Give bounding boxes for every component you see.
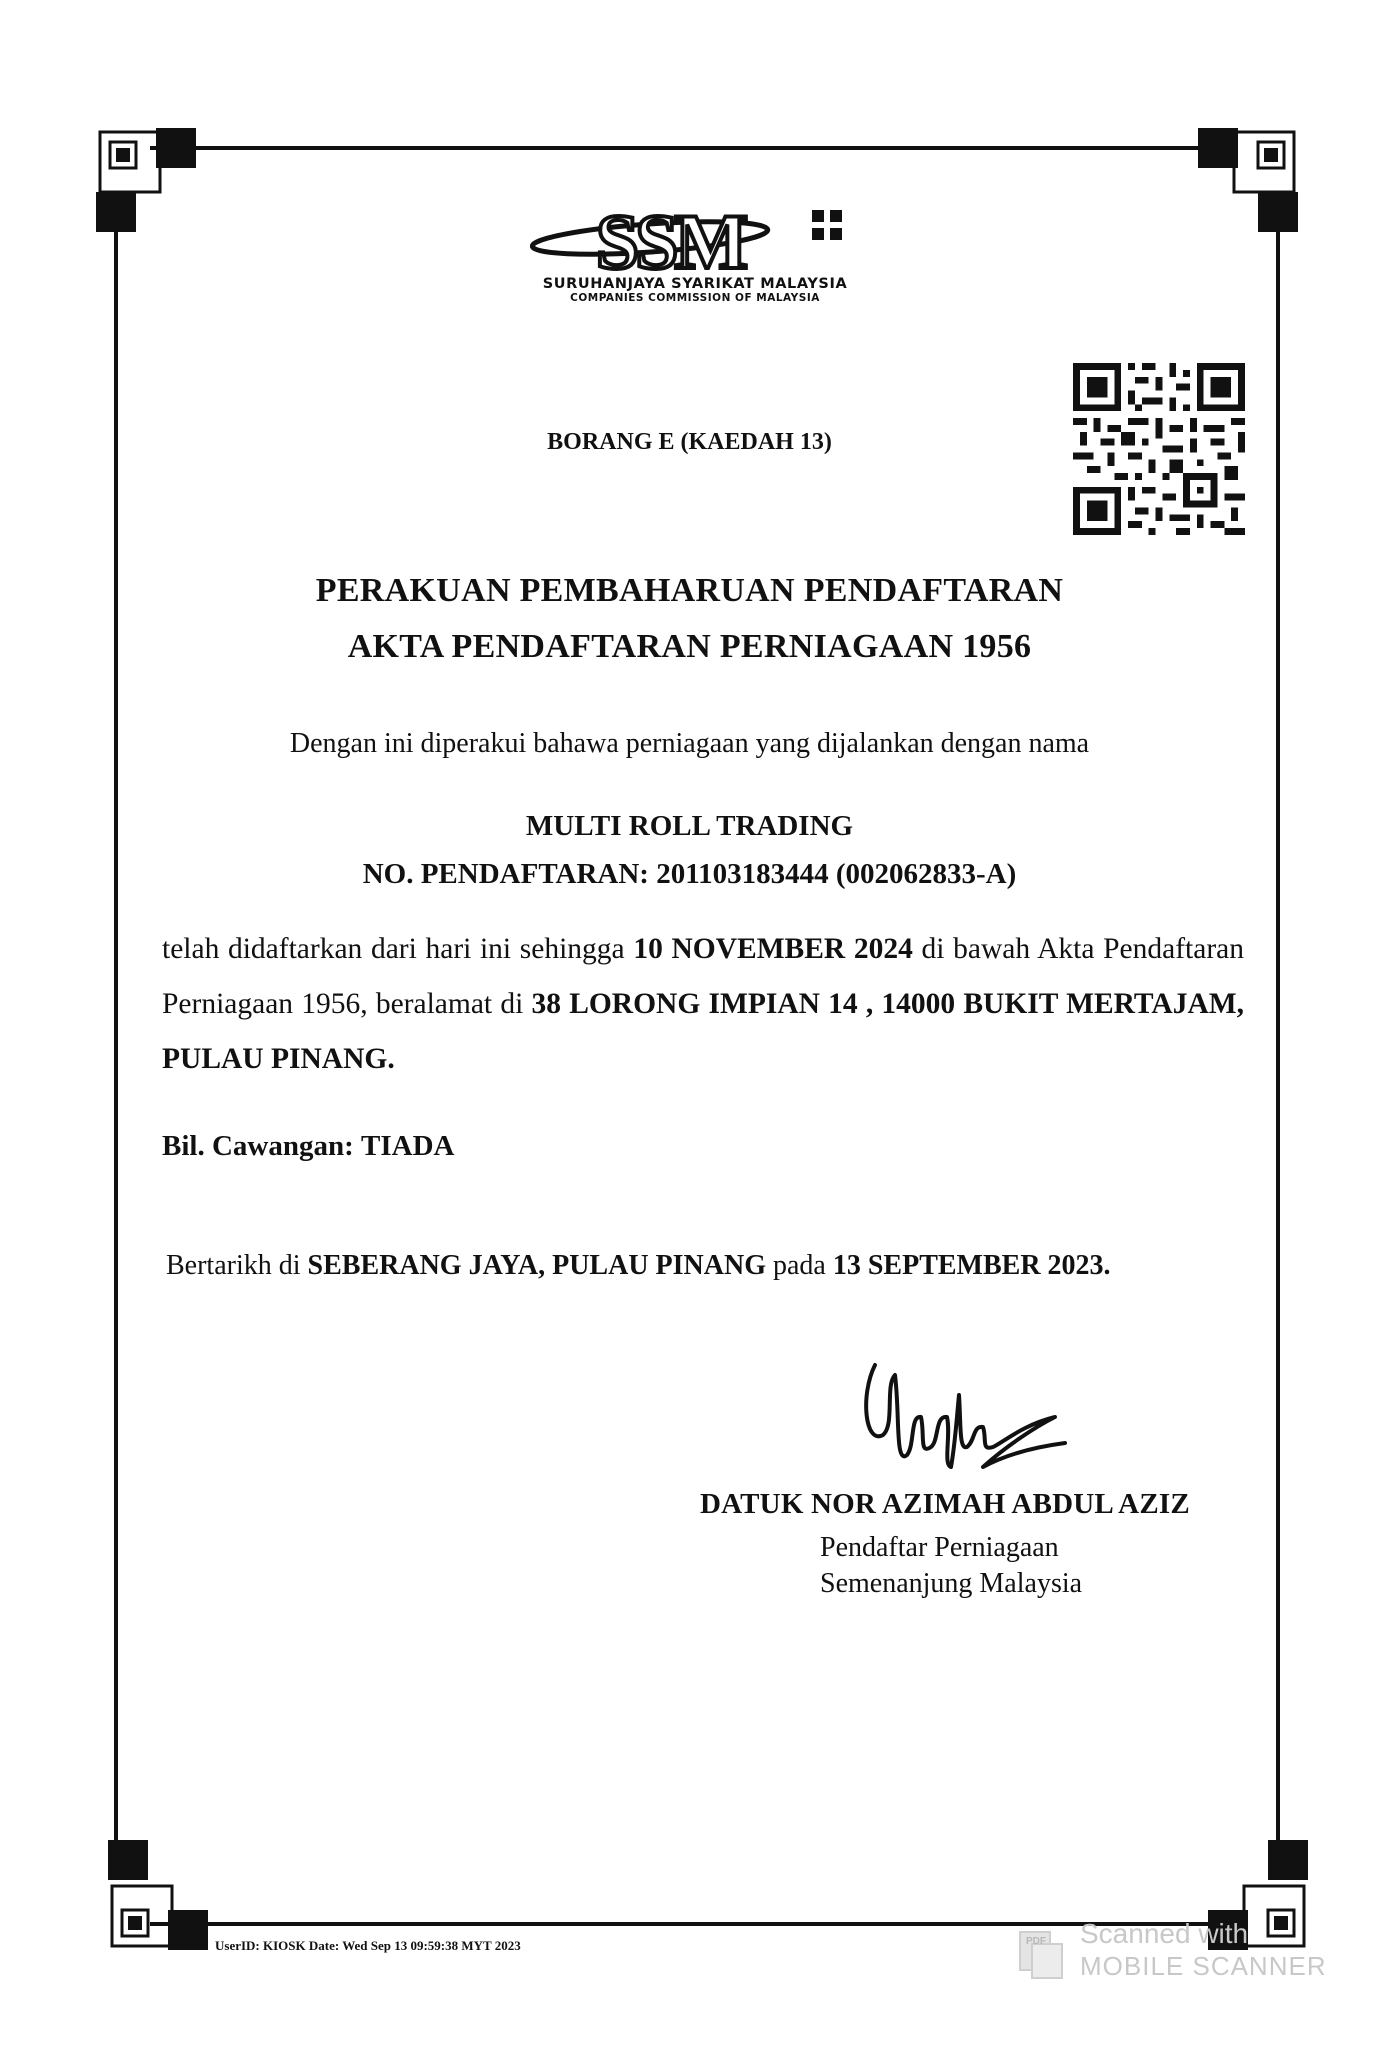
corner-ornament-top-left — [96, 128, 206, 238]
certificate-title-line1: PERAKUAN PEMBAHARUAN PENDAFTARAN — [315, 572, 1064, 609]
signature-image — [855, 1355, 1075, 1485]
branch-count — [162, 1130, 454, 1163]
frame-top — [150, 146, 1230, 150]
dated-statement — [166, 1250, 1111, 1282]
frame-bottom — [150, 1922, 1230, 1926]
watermark-line1: Scanned with — [1080, 1918, 1249, 1949]
watermark-line2: MOBILE SCANNER — [1080, 1951, 1327, 1981]
signatory-name: DATUK NOR AZIMAH ABDUL AZIZ — [700, 1488, 1190, 1520]
dated-middle: pada — [765, 1250, 833, 1281]
pdf-icon-label: PDF — [1026, 1936, 1046, 1947]
agency-name-english: COMPANIES COMMISSION OF MALAYSIA — [570, 292, 820, 304]
signatory-title — [820, 1530, 1082, 1602]
signatory-title-line2: Semenanjung Malaysia — [820, 1568, 1083, 1599]
dated-prefix: Bertarikh di — [166, 1250, 308, 1281]
registration-text-part1: telah didaftarkan dari hari ini sehingga — [162, 933, 634, 965]
signatory-title-line1: Pendaftar Perniagaan — [820, 1532, 1059, 1563]
registration-paragraph — [162, 922, 1244, 1087]
business-name: MULTI ROLL TRADING — [525, 810, 854, 842]
scanner-pdf-icon — [1018, 1930, 1064, 1980]
corner-ornament-top-right — [1188, 128, 1298, 238]
intro-statement: Dengan ini diperakui bahawa perniagaan yang dijalankan dengan nama — [289, 728, 1090, 759]
corner-ornament-bottom-left — [108, 1840, 218, 1950]
expiry-date: 10 NOVEMBER 2024 — [633, 933, 913, 965]
agency-name-malay: SURUHANJAYA SYARIKAT MALAYSIA — [542, 276, 848, 292]
form-code: BORANG E (KAEDAH 13) — [547, 429, 832, 455]
branch-value: TIADA — [361, 1130, 455, 1162]
dated-place: SEBERANG JAYA, PULAU PINANG — [307, 1250, 766, 1281]
svg-text:SSM: SSM — [595, 198, 745, 285]
business-address: 38 LORONG IMPIAN 14 , 14000 BUKIT MERTAJAM, PULAU PINANG. — [162, 988, 1244, 1075]
registration-text-part2: di bawah Akta Pendaftaran Perniagaan 1956, beralamat di — [162, 933, 1245, 1020]
footer-user-stamp: UserID: KIOSK Date: Wed Sep 13 09:59:38 MYT 2023 — [215, 1938, 521, 1953]
dated-date: 13 SEPTEMBER 2023. — [832, 1250, 1111, 1281]
scanner-watermark — [1080, 1918, 1327, 1982]
registration-number: NO. PENDAFTARAN: 201103183444 (002062833-A) — [362, 858, 1017, 890]
certificate-title-line2: AKTA PENDAFTARAN PERNIAGAAN 1956 — [347, 628, 1032, 665]
branch-label: Bil. Cawangan: — [162, 1130, 354, 1162]
